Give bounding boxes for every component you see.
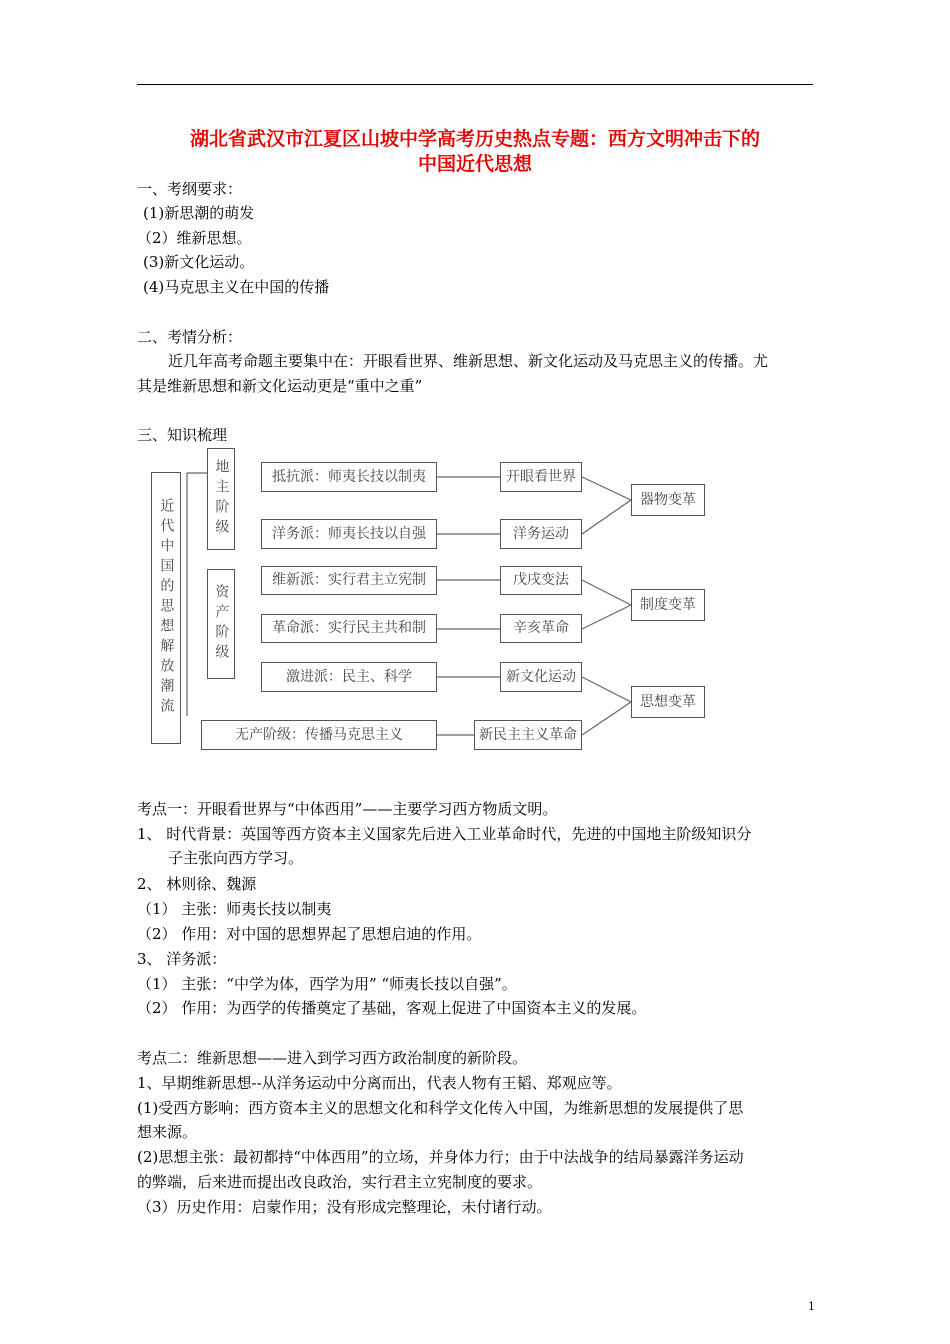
syllabus-item-3: (3)新文化运动。 xyxy=(143,253,255,271)
diagram-school-row-6: 无产阶级：传播马克思主义 xyxy=(201,720,437,750)
diagram-school-row-1: 抵抗派：师夷长技以制夷 xyxy=(261,462,437,492)
point2-role: （3）历史作用：启蒙作用；没有形成完整理论，未付诸行动。 xyxy=(137,1198,552,1216)
point1-heading: 考点一：开眼看世界与“中体西用”——主要学习西方物质文明。 xyxy=(137,800,558,818)
diagram-event-row-4: 辛亥革命 xyxy=(500,614,582,643)
point1-background-line1: 1、 时代背景：英国等西方资本主义国家先后进入工业革命时代，先进的中国地主阶级知识分 xyxy=(137,825,752,843)
point2-early-thought: 1、早期维新思想--从洋务运动中分离而出，代表人物有王韬、郑观应等。 xyxy=(137,1074,622,1092)
point1-lin-claim: （1） 主张：师夷长技以制夷 xyxy=(137,900,332,918)
header-rule xyxy=(137,84,813,85)
knowledge-diagram xyxy=(137,448,737,758)
diagram-event-row-2: 洋务运动 xyxy=(500,519,582,549)
diagram-class-landlord: 地主阶级 xyxy=(207,448,235,550)
point2-influence-line1: (1)受西方影响：西方资本主义的思想文化和科学文化传入中国，为维新思想的发展提供了思 xyxy=(137,1099,744,1117)
point1-yangwu-heading: 3、 洋务派： xyxy=(137,950,227,968)
point2-idea-line1: (2)思想主张：最初都持“中体西用”的立场，并身体力行；由于中法战争的结局暴露洋务运动 xyxy=(137,1148,744,1166)
page-number: 1 xyxy=(808,1300,815,1313)
syllabus-item-2: （2）维新思想。 xyxy=(137,229,252,247)
syllabus-item-1: (1)新思潮的萌发 xyxy=(143,204,255,222)
analysis-line1: 近几年高考命题主要集中在：开眼看世界、维新思想、新文化运动及马克思主义的传播。尤 xyxy=(168,352,769,370)
document-title-line1: 湖北省武汉市江夏区山坡中学高考历史热点专题：西方文明冲击下的 xyxy=(189,128,760,150)
diagram-school-row-4: 革命派：实行民主共和制 xyxy=(261,614,437,643)
section1-heading: 一、考纲要求： xyxy=(137,180,243,198)
diagram-result-institution: 制度变革 xyxy=(631,589,705,621)
point1-lin-heading: 2、 林则徐、魏源 xyxy=(137,875,257,893)
analysis-line2: 其是维新思想和新文化运动更是“重中之重” xyxy=(137,377,423,395)
diagram-result-thought: 思想变革 xyxy=(631,686,705,718)
diagram-event-row-1: 开眼看世界 xyxy=(500,462,582,492)
diagram-school-row-3: 维新派：实行君主立宪制 xyxy=(261,566,437,595)
diagram-main-label: 近代中国的思想解放潮流 xyxy=(151,472,181,744)
diagram-event-row-5: 新文化运动 xyxy=(500,662,582,692)
document-title-line2: 中国近代思想 xyxy=(417,153,532,175)
section3-heading: 三、知识梳理 xyxy=(137,426,228,444)
diagram-school-row-2: 洋务派：师夷长技以自强 xyxy=(261,519,437,549)
point1-yangwu-effect: （2） 作用：为西学的传播奠定了基础，客观上促进了中国资本主义的发展。 xyxy=(137,999,647,1017)
diagram-event-row-6: 新民主主义革命 xyxy=(474,720,582,750)
diagram-class-bourgeois: 资产阶级 xyxy=(207,569,235,679)
syllabus-item-4: (4)马克思主义在中国的传播 xyxy=(143,278,330,296)
diagram-result-material: 器物变革 xyxy=(631,484,705,516)
diagram-school-row-5: 激进派：民主、科学 xyxy=(261,662,437,692)
section2-heading: 二、考情分析： xyxy=(137,328,243,346)
point1-yangwu-claim: （1） 主张：“中学为体，西学为用” “师夷长技以自强”。 xyxy=(137,975,517,993)
point1-lin-effect: （2） 作用：对中国的思想界起了思想启迪的作用。 xyxy=(137,925,482,943)
point1-background-line2: 子主张向西方学习。 xyxy=(168,849,304,867)
point2-heading: 考点二：维新思想——进入到学习西方政治制度的新阶段。 xyxy=(137,1049,528,1067)
point2-idea-line2: 的弊端，后来进而提出改良政治，实行君主立宪制度的要求。 xyxy=(137,1173,543,1191)
diagram-event-row-3: 戊戌变法 xyxy=(500,566,582,595)
point2-influence-line2: 想来源。 xyxy=(137,1123,198,1141)
